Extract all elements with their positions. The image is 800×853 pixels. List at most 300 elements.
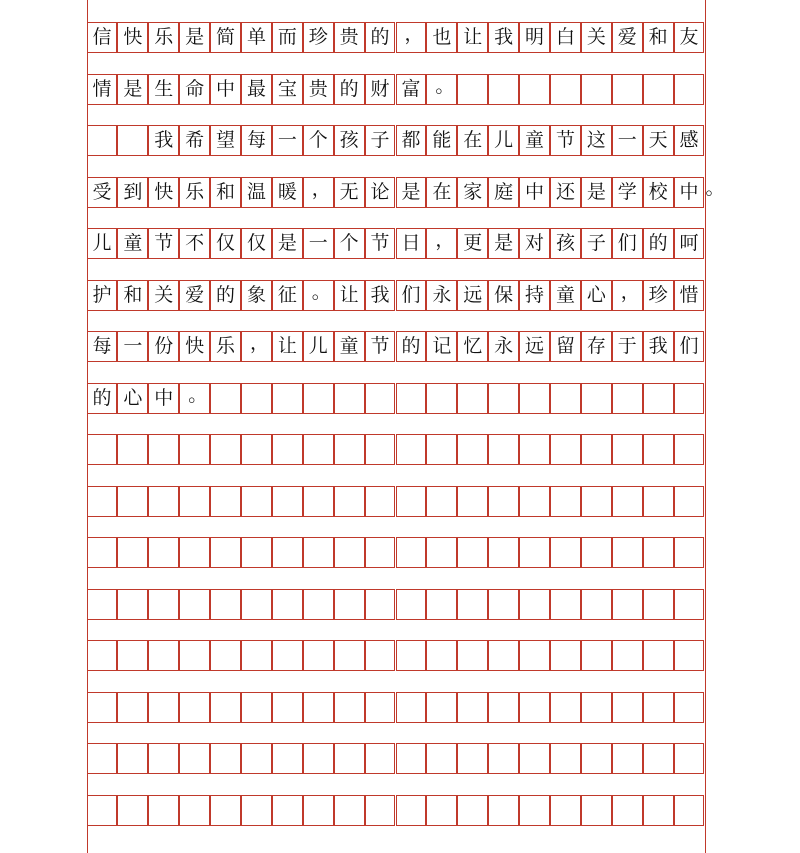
grid-cell [303,486,334,517]
grid-cell [457,743,488,774]
grid-cell: 。 [426,74,457,105]
grid-cell [643,589,674,620]
grid-cell [179,486,210,517]
grid-cell [241,383,272,414]
grid-cell: 白 [550,22,581,53]
grid-cell [365,383,396,414]
grid-cell [674,74,705,105]
grid-cell [87,640,118,671]
grid-cell [117,125,148,156]
grid-cell [581,692,612,723]
grid-cell: 份 [148,331,179,362]
grid-row [87,383,705,414]
grid-cell [488,692,519,723]
grid-cell [117,434,148,465]
grid-cell [612,537,643,568]
grid-cell: 不 [179,228,210,259]
grid-cell: 。 [303,280,334,311]
grid-cell: 中 [148,383,179,414]
grid-cell [148,692,179,723]
grid-cell [334,383,365,414]
grid-cell: 让 [457,22,488,53]
grid-cell: 童 [334,331,365,362]
grid-cell: 我 [488,22,519,53]
grid-cell: 乐 [210,331,241,362]
grid-cell: 命 [179,74,210,105]
grid-cell: 永 [488,331,519,362]
grid-cell [396,383,427,414]
grid-cell [612,383,643,414]
grid-row [87,228,705,259]
grid-cell: 庭 [488,177,519,208]
grid-cell [426,589,457,620]
grid-row [87,434,705,465]
grid-cell [272,640,303,671]
grid-cell: 征 [272,280,303,311]
grid-cell [550,640,581,671]
grid-cell: 无 [334,177,365,208]
grid-cell [550,486,581,517]
grid-cell [365,537,396,568]
grid-cell [581,640,612,671]
grid-cell: 还 [550,177,581,208]
grid-cell [674,589,705,620]
grid-cell: 贵 [334,22,365,53]
grid-cell: 乐 [179,177,210,208]
grid-cell [457,589,488,620]
grid-cell [581,795,612,826]
grid-cell: 留 [550,331,581,362]
grid-cell: 心 [117,383,148,414]
grid-cell [117,589,148,620]
grid-cell: 儿 [303,331,334,362]
grid-cell: 也 [426,22,457,53]
grid-cell [581,383,612,414]
grid-cell [334,640,365,671]
grid-cell [674,795,705,826]
grid-cell [519,383,550,414]
grid-cell: 持 [519,280,550,311]
grid-cell: 节 [550,125,581,156]
grid-cell [674,486,705,517]
grid-cell [117,692,148,723]
grid-cell [396,434,427,465]
grid-cell: 和 [117,280,148,311]
grid-cell [426,795,457,826]
grid-cell: 关 [581,22,612,53]
grid-cell [396,795,427,826]
grid-cell: 最 [241,74,272,105]
grid-cell [148,640,179,671]
grid-cell: 温 [241,177,272,208]
grid-cell [488,434,519,465]
grid-cell: 关 [148,280,179,311]
grid-cell: 贵 [303,74,334,105]
grid-cell [272,589,303,620]
grid-cell: 的 [396,331,427,362]
grid-cell: 们 [396,280,427,311]
grid-cell: 让 [272,331,303,362]
grid-cell [365,640,396,671]
grid-cell [87,537,118,568]
grid-cell [457,434,488,465]
grid-cell [643,692,674,723]
grid-cell: 每 [87,331,118,362]
grid-cell [457,537,488,568]
grid-cell [303,640,334,671]
grid-cell [457,640,488,671]
grid-cell: 情 [87,74,118,105]
grid-cell: 简 [210,22,241,53]
grid-cell: 仅 [241,228,272,259]
grid-cell [674,743,705,774]
grid-cell: 中 [519,177,550,208]
grid-cell [334,486,365,517]
grid-cell: 我 [643,331,674,362]
grid-cell: 儿 [87,228,118,259]
grid-cell [241,589,272,620]
grid-cell: 信 [87,22,118,53]
grid-cell: 我 [148,125,179,156]
grid-cell [550,743,581,774]
grid-cell: 们 [612,228,643,259]
grid-cell [272,692,303,723]
grid-cell: 暖 [272,177,303,208]
grid-cell: 更 [457,228,488,259]
grid-cell: 的 [334,74,365,105]
grid-cell: 们 [674,331,705,362]
grid-cell [210,640,241,671]
grid-cell [426,743,457,774]
grid-cell: 中 [674,177,705,208]
grid-cell [241,743,272,774]
grid-cell: 个 [303,125,334,156]
grid-cell: 忆 [457,331,488,362]
grid-cell [550,383,581,414]
grid-cell: 的 [643,228,674,259]
grid-cell: 宝 [272,74,303,105]
grid-cell: 于 [612,331,643,362]
grid-cell [612,692,643,723]
grid-cell: 。 [179,383,210,414]
grid-cell [210,589,241,620]
grid-row [87,280,705,311]
grid-cell: 惜 [674,280,705,311]
grid-cell [488,640,519,671]
grid-cell: 珍 [643,280,674,311]
grid-row [87,177,705,208]
grid-cell [426,537,457,568]
grid-cell: 单 [241,22,272,53]
grid-cell [210,383,241,414]
grid-cell [612,640,643,671]
grid-cell: 对 [519,228,550,259]
grid-row [87,22,705,53]
grid-cell [334,589,365,620]
grid-cell [550,434,581,465]
grid-cell [210,537,241,568]
grid-cell [272,486,303,517]
grid-cell [210,486,241,517]
grid-cell: 呵 [674,228,705,259]
grid-cell [241,537,272,568]
grid-cell [87,795,118,826]
grid-row [87,486,705,517]
grid-cell: 论 [365,177,396,208]
grid-cell [179,795,210,826]
grid-cell: 而 [272,22,303,53]
grid-cell [426,486,457,517]
grid-cell [550,74,581,105]
grid-cell: 能 [426,125,457,156]
grid-cell [457,692,488,723]
grid-row [87,125,705,156]
grid-cell: 学 [612,177,643,208]
grid-cell: 天 [643,125,674,156]
grid-cell [488,589,519,620]
grid-cell [365,486,396,517]
grid-cell: 明 [519,22,550,53]
grid-cell [674,537,705,568]
grid-cell: 一 [272,125,303,156]
grid-cell [241,692,272,723]
grid-row [87,640,705,671]
grid-cell: 到 [117,177,148,208]
grid-cell [396,692,427,723]
grid-cell: 一 [612,125,643,156]
grid-cell [643,640,674,671]
grid-cell [241,640,272,671]
grid-cell [87,434,118,465]
grid-cell [488,486,519,517]
grid-cell: 童 [550,280,581,311]
grid-cell [488,383,519,414]
grid-cell: 的 [87,383,118,414]
grid-cell [179,434,210,465]
grid-cell [148,434,179,465]
grid-cell: ， [426,228,457,259]
grid-cell: 望 [210,125,241,156]
grid-cell: 记 [426,331,457,362]
grid-cell [581,434,612,465]
grid-cell: 象 [241,280,272,311]
grid-cell: 子 [365,125,396,156]
grid-cell: 快 [148,177,179,208]
grid-cell: 是 [179,22,210,53]
grid-cell: 是 [396,177,427,208]
right-margin-line [705,0,706,853]
grid-cell [334,692,365,723]
grid-cell [550,537,581,568]
grid-cell [519,434,550,465]
grid-cell [365,692,396,723]
grid-row [87,74,705,105]
grid-cell: 节 [365,228,396,259]
grid-row [87,537,705,568]
grid-cell: 爱 [179,280,210,311]
grid-row [87,795,705,826]
grid-cell [148,589,179,620]
grid-cell [519,692,550,723]
overflow-punctuation: 。 [705,176,725,199]
grid-cell [457,383,488,414]
grid-cell: 孩 [550,228,581,259]
grid-cell: 是 [488,228,519,259]
grid-cell [117,795,148,826]
grid-cell [334,795,365,826]
grid-cell [581,743,612,774]
grid-cell [87,743,118,774]
grid-cell [303,434,334,465]
grid-cell [550,589,581,620]
grid-cell [117,640,148,671]
grid-cell [396,537,427,568]
grid-cell: 是 [117,74,148,105]
grid-cell [365,743,396,774]
grid-cell [272,795,303,826]
grid-cell: 子 [581,228,612,259]
grid-cell: 快 [117,22,148,53]
grid-cell [148,743,179,774]
grid-cell [550,692,581,723]
grid-cell: 节 [148,228,179,259]
grid-cell [303,537,334,568]
grid-cell [488,74,519,105]
grid-cell [303,383,334,414]
grid-cell: 在 [457,125,488,156]
grid-cell: 和 [210,177,241,208]
grid-cell [519,537,550,568]
grid-cell: 保 [488,280,519,311]
grid-cell [581,486,612,517]
grid-cell: 家 [457,177,488,208]
grid-cell: 节 [365,331,396,362]
grid-cell [365,434,396,465]
grid-cell: 远 [457,280,488,311]
grid-cell [488,537,519,568]
grid-cell: 每 [241,125,272,156]
grid-cell: 我 [365,280,396,311]
grid-cell: 儿 [488,125,519,156]
grid-cell: 个 [334,228,365,259]
grid-cell [303,589,334,620]
grid-cell [117,486,148,517]
grid-cell [674,692,705,723]
grid-cell [272,743,303,774]
grid-cell [241,795,272,826]
grid-cell [519,743,550,774]
grid-cell [117,743,148,774]
grid-cell [612,434,643,465]
grid-cell [519,795,550,826]
grid-cell [87,692,118,723]
grid-cell [365,795,396,826]
grid-cell [179,743,210,774]
grid-cell: 这 [581,125,612,156]
grid-cell: 的 [365,22,396,53]
grid-cell: 希 [179,125,210,156]
grid-cell [674,434,705,465]
grid-cell [457,795,488,826]
grid-cell: 童 [117,228,148,259]
grid-cell [210,743,241,774]
grid-cell [396,743,427,774]
grid-cell [396,589,427,620]
grid-cell [334,434,365,465]
grid-cell: ， [396,22,427,53]
grid-row [87,692,705,723]
grid-cell [612,486,643,517]
grid-cell: 的 [210,280,241,311]
grid-cell: ， [612,280,643,311]
grid-cell [519,74,550,105]
grid-cell [426,692,457,723]
grid-cell [674,640,705,671]
grid-cell: 心 [581,280,612,311]
grid-cell: 让 [334,280,365,311]
grid-cell [581,589,612,620]
grid-cell: 一 [303,228,334,259]
grid-cell [241,486,272,517]
grid-cell: 在 [426,177,457,208]
grid-cell [334,743,365,774]
grid-cell [396,486,427,517]
grid-cell [612,589,643,620]
grid-cell: 存 [581,331,612,362]
grid-cell [426,434,457,465]
grid-cell [272,537,303,568]
grid-cell: 永 [426,280,457,311]
grid-cell: 富 [396,74,427,105]
grid-cell [179,692,210,723]
grid-cell: 友 [674,22,705,53]
grid-cell [117,537,148,568]
grid-cell [643,743,674,774]
grid-cell [179,640,210,671]
grid-cell: 受 [87,177,118,208]
grid-cell [488,743,519,774]
grid-cell: 快 [179,331,210,362]
grid-cell: 校 [643,177,674,208]
grid-cell [643,486,674,517]
grid-row [87,743,705,774]
grid-cell [612,795,643,826]
grid-cell: 护 [87,280,118,311]
grid-cell [210,692,241,723]
grid-cell: 是 [581,177,612,208]
grid-cell: 爱 [612,22,643,53]
grid-cell [396,640,427,671]
grid-cell [241,434,272,465]
grid-cell [457,486,488,517]
grid-cell [303,795,334,826]
grid-cell [334,537,365,568]
grid-cell: 感 [674,125,705,156]
grid-cell: 和 [643,22,674,53]
grid-cell [210,795,241,826]
grid-cell [643,383,674,414]
grid-cell [87,589,118,620]
grid-row [87,589,705,620]
grid-cell: 仅 [210,228,241,259]
grid-cell [581,74,612,105]
grid-cell: 远 [519,331,550,362]
grid-cell: ， [241,331,272,362]
grid-cell [581,537,612,568]
grid-cell: 珍 [303,22,334,53]
grid-cell [426,383,457,414]
grid-cell: 中 [210,74,241,105]
